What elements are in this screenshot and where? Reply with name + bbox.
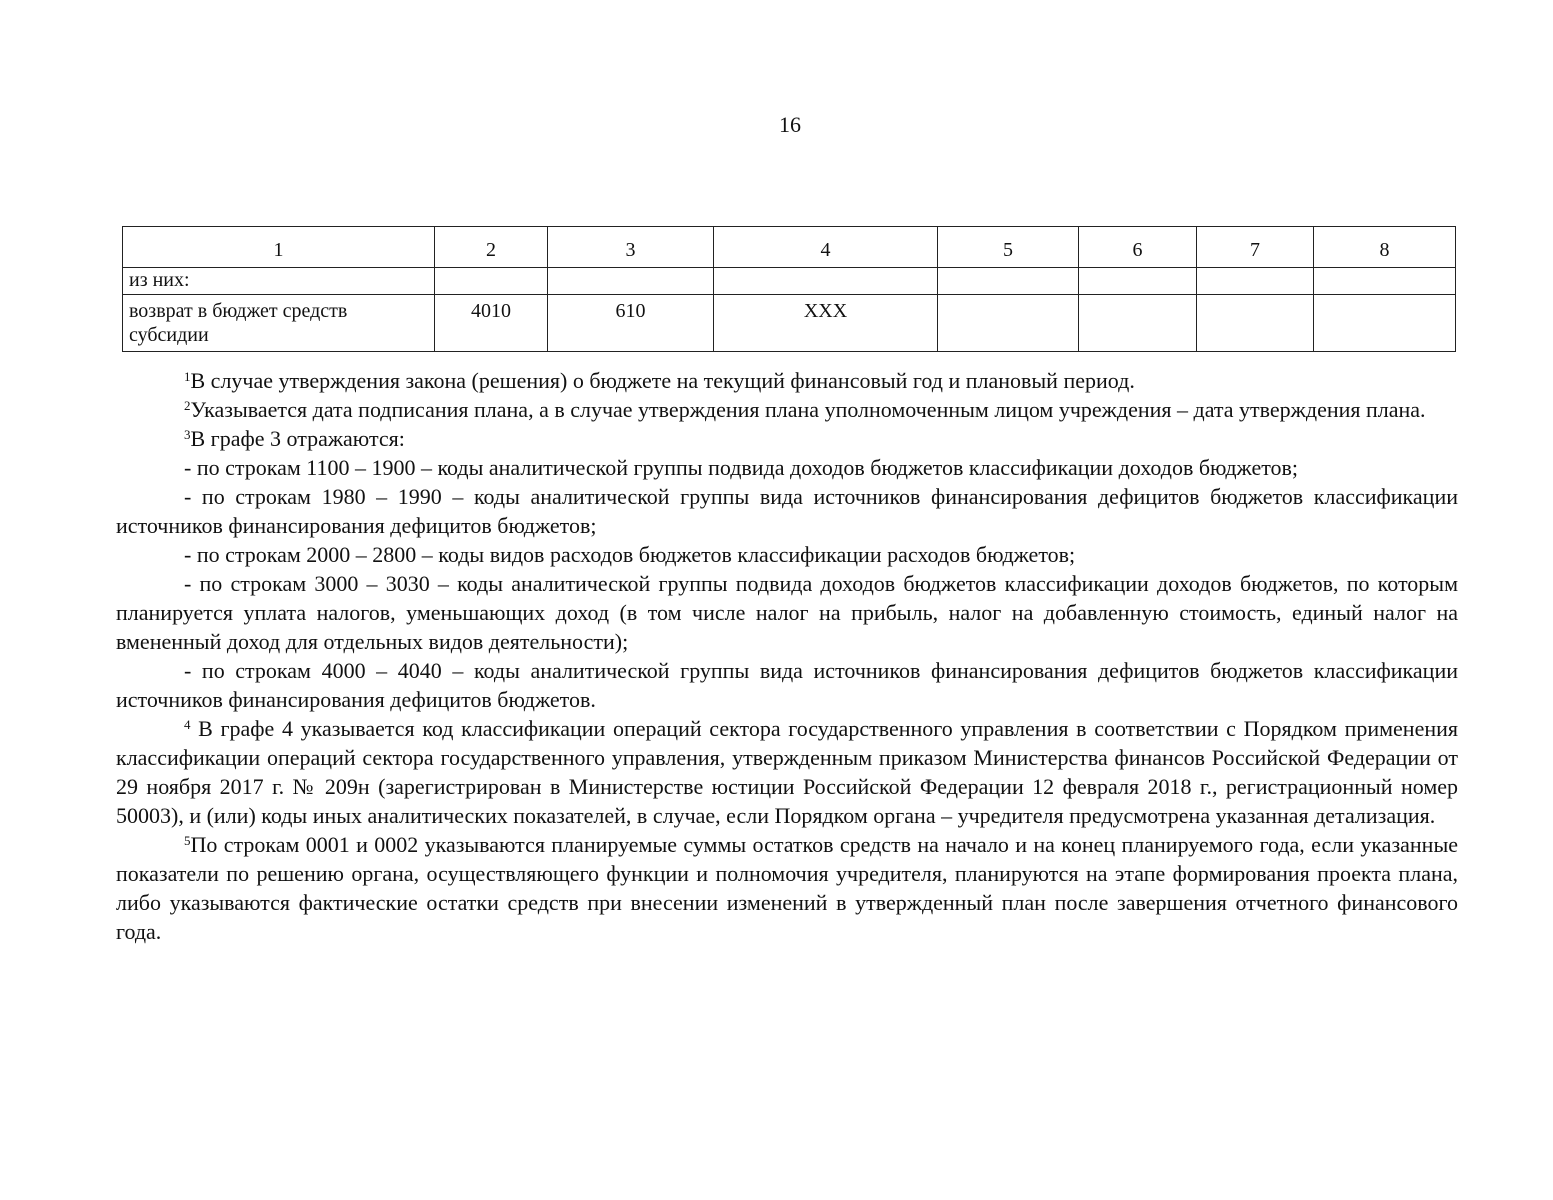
- footnote-text: В графе 3 отражаются:: [190, 426, 405, 451]
- footnote-marker: 4: [184, 717, 191, 732]
- footnote-item: [116, 453, 1458, 482]
- footnote-item: [116, 656, 1458, 714]
- footnote-text: Указывается дата подписания плана, а в случае утверждения плана уполномоченным лицом учреждения – дата утверждения плана.: [190, 397, 1426, 422]
- table-cell: ХХХ: [714, 295, 938, 352]
- table-cell: [1197, 295, 1314, 352]
- table-cell: [1314, 295, 1456, 352]
- footnote: [116, 830, 1458, 946]
- table-row: [123, 268, 1456, 295]
- footnote-item: [116, 569, 1458, 656]
- footnote-text: В графе 4 указывается код классификации операций сектора государственного управления в соответствии с Порядком применения классификации операций сектора государственного управления, утвержденным приказом Министерства финансов Российской Федерации от 29 ноября 2017 г. № 209н (зарегистрирован в Министерстве юстиции Российской Федерации 12 февраля 2018 г., регистрационный номер 50003), и (или) коды иных аналитических показателей, в случае, если Порядком органа – учредителя предусмотрена указанная детализация.: [116, 716, 1458, 828]
- table-cell: 610: [548, 295, 714, 352]
- table-cell: [938, 295, 1079, 352]
- footnote-text: - по строкам 2000 – 2800 – коды видов расходов бюджетов классификации расходов бюджетов;: [184, 542, 1076, 567]
- footnote-text: - по строкам 1100 – 1900 – коды аналитической группы подвида доходов бюджетов классификации доходов бюджетов;: [184, 455, 1299, 480]
- table-header-cell: 2: [435, 227, 548, 268]
- footnote-item: [116, 482, 1458, 540]
- table-cell: [1079, 268, 1197, 295]
- table-cell: [548, 268, 714, 295]
- footnote-marker: 3: [184, 427, 191, 442]
- table-header-row: [123, 227, 1456, 268]
- table-header-cell: 1: [123, 227, 435, 268]
- table-cell: [435, 268, 548, 295]
- table-header-cell: 3: [548, 227, 714, 268]
- footnote-text: - по строкам 3000 – 3030 – коды аналитической группы подвида доходов бюджетов классификации доходов бюджетов, по которым планируется уплата налогов, уменьшающих доход (в том числе налог на прибыль, налог на добавленную стоимость, единый налог на вмененный доход для отдельных видов деятельности);: [116, 571, 1458, 654]
- footnote: [116, 714, 1458, 830]
- footnote-item: [116, 540, 1458, 569]
- table-header-cell: 8: [1314, 227, 1456, 268]
- table-cell: 4010: [435, 295, 548, 352]
- footnote: [116, 424, 1458, 453]
- footnotes: [116, 366, 1458, 946]
- table-row: [123, 295, 1456, 352]
- table-cell: [1314, 268, 1456, 295]
- page-number: 16: [779, 112, 801, 137]
- footnote: [116, 366, 1458, 395]
- table-cell: [1079, 295, 1197, 352]
- footnote-text: - по строкам 4000 – 4040 – коды аналитической группы вида источников финансирования дефицитов бюджетов классификации источников финансирования дефицитов бюджетов.: [116, 658, 1458, 712]
- table-cell: [938, 268, 1079, 295]
- footnote: [116, 395, 1458, 424]
- footnote-text: По строкам 0001 и 0002 указываются планируемые суммы остатков средств на начало и на конец планируемого года, если указанные показатели по решению органа, осуществляющего функции и полномочия учредителя, планируются на этапе формирования проекта плана, либо указываются фактические остатки средств при внесении изменений в утвержденный план после завершения отчетного финансового года.: [116, 832, 1458, 944]
- table-header-cell: 4: [714, 227, 938, 268]
- footnote-marker: 5: [184, 833, 191, 848]
- finance-table: [122, 226, 1456, 352]
- table-header-cell: 5: [938, 227, 1079, 268]
- table-cell: возврат в бюджет средств субсидии: [123, 295, 435, 352]
- table-header-cell: 7: [1197, 227, 1314, 268]
- footnote-marker: 2: [184, 398, 191, 413]
- footnote-marker: 1: [184, 369, 191, 384]
- table-cell: [714, 268, 938, 295]
- table-cell: из них:: [123, 268, 435, 295]
- footnote-text: - по строкам 1980 – 1990 – коды аналитической группы вида источников финансирования дефицитов бюджетов классификации источников финансирования дефицитов бюджетов;: [116, 484, 1458, 538]
- table-cell: [1197, 268, 1314, 295]
- footnote-text: В случае утверждения закона (решения) о бюджете на текущий финансовый год и плановый период.: [190, 368, 1135, 393]
- table-header-cell: 6: [1079, 227, 1197, 268]
